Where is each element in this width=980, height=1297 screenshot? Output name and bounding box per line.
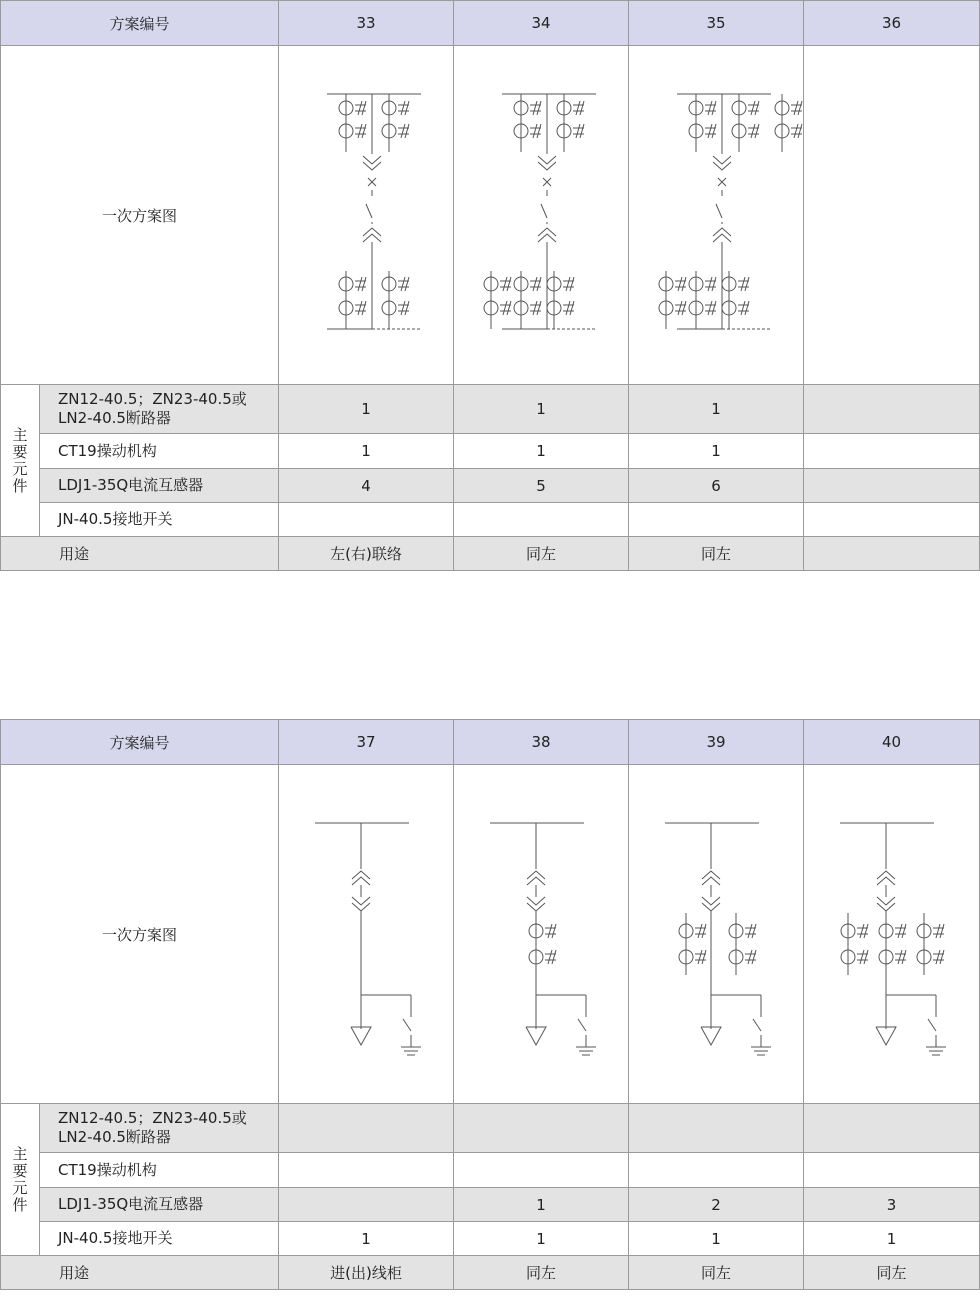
ct-mark bbox=[405, 277, 409, 291]
plug-contact bbox=[702, 903, 720, 911]
ct-mark bbox=[401, 277, 405, 291]
component-value: 4 bbox=[279, 469, 454, 503]
component-value: 1 bbox=[454, 1188, 629, 1222]
ct-mark bbox=[362, 101, 366, 115]
ct-mark bbox=[741, 301, 745, 315]
ct-mark bbox=[936, 924, 940, 938]
single-line-diagram bbox=[279, 765, 454, 1103]
ct-mark bbox=[794, 124, 798, 138]
ct-mark bbox=[580, 124, 584, 138]
ct-mark bbox=[678, 301, 682, 315]
component-value bbox=[279, 503, 454, 537]
component-value: 1 bbox=[454, 434, 629, 469]
ground-triangle bbox=[701, 1027, 721, 1045]
single-line-diagram bbox=[804, 765, 979, 1103]
plug-contact bbox=[702, 897, 720, 905]
plug-contact bbox=[527, 871, 545, 879]
component-name: LDJ1-35Q电流互感器 bbox=[40, 1188, 279, 1222]
ct-mark bbox=[708, 101, 712, 115]
ct-mark bbox=[533, 124, 537, 138]
ct-mark bbox=[752, 950, 756, 964]
component-value bbox=[454, 1104, 629, 1153]
component-value bbox=[804, 1153, 980, 1188]
usage-value: 同左 bbox=[454, 1256, 629, 1290]
plug-contact bbox=[352, 897, 370, 905]
ct-mark bbox=[507, 277, 511, 291]
ct-mark bbox=[548, 924, 552, 938]
ct-mark bbox=[537, 277, 541, 291]
ct-mark bbox=[712, 101, 716, 115]
component-name: JN-40.5接地开关 bbox=[40, 503, 279, 537]
ct-mark bbox=[751, 124, 755, 138]
ct-mark bbox=[570, 301, 574, 315]
component-value bbox=[804, 434, 980, 469]
component-name-line: LN2-40.5断路器 bbox=[58, 1128, 171, 1146]
component-value bbox=[454, 503, 629, 537]
component-name: JN-40.5接地开关 bbox=[40, 1222, 279, 1256]
plug-contact bbox=[538, 228, 556, 236]
ct-mark bbox=[745, 277, 749, 291]
component-value: 1 bbox=[454, 385, 629, 434]
plug-contact bbox=[877, 871, 895, 879]
component-value: 1 bbox=[279, 434, 454, 469]
ct-mark bbox=[358, 277, 362, 291]
ct-mark bbox=[537, 124, 541, 138]
component-value bbox=[804, 469, 980, 503]
usage-value: 同左 bbox=[804, 1256, 980, 1290]
ct-mark bbox=[748, 950, 752, 964]
scheme-number: 37 bbox=[279, 720, 454, 765]
ct-mark bbox=[940, 950, 944, 964]
ct-mark bbox=[405, 124, 409, 138]
component-value bbox=[629, 1104, 804, 1153]
component-value bbox=[629, 503, 804, 537]
plug-contact bbox=[363, 156, 381, 164]
plug-contact bbox=[538, 162, 556, 170]
group-label-text: 主 要 元 件 bbox=[12, 425, 28, 495]
plug-contact bbox=[527, 903, 545, 911]
single-line-diagram bbox=[629, 46, 804, 384]
ct-mark bbox=[902, 950, 906, 964]
diagram-cell bbox=[454, 46, 629, 385]
group-label bbox=[1, 385, 40, 537]
plug-contact bbox=[877, 897, 895, 905]
plug-contact bbox=[877, 877, 895, 885]
ct-mark bbox=[401, 124, 405, 138]
earth-switch-blade bbox=[403, 1019, 411, 1031]
diagram-cell bbox=[279, 765, 454, 1104]
single-line-diagram bbox=[629, 765, 804, 1103]
component-name-line: ZN12-40.5；ZN23-40.5或 bbox=[58, 1109, 247, 1127]
ct-mark bbox=[698, 924, 702, 938]
ct-mark bbox=[405, 301, 409, 315]
ct-mark bbox=[503, 301, 507, 315]
component-value bbox=[279, 1153, 454, 1188]
ct-mark bbox=[864, 924, 868, 938]
ct-mark bbox=[748, 924, 752, 938]
diagram-cell bbox=[454, 765, 629, 1104]
ct-mark bbox=[864, 950, 868, 964]
plug-contact bbox=[702, 871, 720, 879]
scheme-table-2 bbox=[0, 719, 980, 1290]
component-value: 1 bbox=[279, 1222, 454, 1256]
ct-mark bbox=[751, 101, 755, 115]
component-value: 1 bbox=[629, 385, 804, 434]
ct-mark bbox=[533, 101, 537, 115]
usage-value: 同左 bbox=[629, 537, 804, 571]
ct-mark bbox=[755, 124, 759, 138]
ct-mark bbox=[537, 101, 541, 115]
ct-mark bbox=[708, 301, 712, 315]
component-value bbox=[279, 1104, 454, 1153]
ct-mark bbox=[362, 301, 366, 315]
ground-triangle bbox=[351, 1027, 371, 1045]
diagram-cell bbox=[629, 46, 804, 385]
ct-mark bbox=[362, 124, 366, 138]
usage-value: 同左 bbox=[629, 1256, 804, 1290]
plug-contact bbox=[538, 234, 556, 242]
plug-contact bbox=[538, 156, 556, 164]
component-name bbox=[40, 1104, 279, 1153]
component-value bbox=[454, 1153, 629, 1188]
plug-contact bbox=[713, 228, 731, 236]
plug-contact bbox=[713, 234, 731, 242]
component-value: 3 bbox=[804, 1188, 980, 1222]
group-label-text: 主 要 元 件 bbox=[12, 1144, 28, 1214]
ct-mark bbox=[708, 124, 712, 138]
scheme-table-1 bbox=[0, 0, 980, 571]
component-value bbox=[279, 1188, 454, 1222]
ct-mark bbox=[503, 277, 507, 291]
ct-mark bbox=[533, 277, 537, 291]
component-value: 2 bbox=[629, 1188, 804, 1222]
component-value: 1 bbox=[279, 385, 454, 434]
single-line-diagram bbox=[804, 46, 979, 384]
diagram-cell bbox=[804, 765, 980, 1104]
component-name-line: ZN12-40.5；ZN23-40.5或 bbox=[58, 390, 247, 408]
ct-mark bbox=[358, 101, 362, 115]
component-value: 5 bbox=[454, 469, 629, 503]
plug-contact bbox=[713, 162, 731, 170]
earth-switch-blade bbox=[753, 1019, 761, 1031]
ct-mark bbox=[682, 301, 686, 315]
ct-mark bbox=[566, 277, 570, 291]
plug-contact bbox=[702, 877, 720, 885]
group-label bbox=[1, 1104, 40, 1256]
ct-mark bbox=[358, 301, 362, 315]
ground-triangle bbox=[876, 1027, 896, 1045]
usage-value: 同左 bbox=[454, 537, 629, 571]
plug-contact bbox=[352, 871, 370, 879]
ct-mark bbox=[548, 950, 552, 964]
ct-mark bbox=[405, 101, 409, 115]
plug-contact bbox=[527, 897, 545, 905]
plug-contact bbox=[713, 156, 731, 164]
plug-contact bbox=[363, 162, 381, 170]
scheme-number: 38 bbox=[454, 720, 629, 765]
ct-mark bbox=[712, 124, 716, 138]
header-label: 方案编号 bbox=[1, 720, 279, 765]
ct-mark bbox=[580, 101, 584, 115]
component-value bbox=[804, 385, 980, 434]
component-value: 1 bbox=[629, 434, 804, 469]
usage-label: 用途 bbox=[1, 537, 279, 571]
earth-switch-blade bbox=[578, 1019, 586, 1031]
ct-mark bbox=[936, 950, 940, 964]
component-value bbox=[804, 1104, 980, 1153]
usage-value: 进(出)线柜 bbox=[279, 1256, 454, 1290]
header-label: 方案编号 bbox=[1, 1, 279, 46]
component-value: 1 bbox=[454, 1222, 629, 1256]
ct-mark bbox=[570, 277, 574, 291]
component-value: 1 bbox=[629, 1222, 804, 1256]
ct-mark bbox=[678, 277, 682, 291]
ct-mark bbox=[860, 924, 864, 938]
ct-mark bbox=[794, 101, 798, 115]
ct-mark bbox=[358, 124, 362, 138]
usage-value bbox=[804, 537, 980, 571]
scheme-number: 40 bbox=[804, 720, 980, 765]
ct-mark bbox=[798, 101, 802, 115]
single-line-diagram bbox=[454, 46, 629, 384]
ct-mark bbox=[860, 950, 864, 964]
ct-mark bbox=[940, 924, 944, 938]
plug-contact bbox=[352, 903, 370, 911]
ct-mark bbox=[741, 277, 745, 291]
ct-mark bbox=[682, 277, 686, 291]
diagram-cell bbox=[279, 46, 454, 385]
component-name: CT19操动机构 bbox=[40, 434, 279, 469]
ct-mark bbox=[507, 301, 511, 315]
ct-mark bbox=[902, 924, 906, 938]
diagram-label: 一次方案图 bbox=[1, 46, 279, 385]
plug-contact bbox=[527, 877, 545, 885]
ct-mark bbox=[552, 950, 556, 964]
ct-mark bbox=[752, 924, 756, 938]
ct-mark bbox=[576, 124, 580, 138]
scheme-number: 34 bbox=[454, 1, 629, 46]
ct-mark bbox=[898, 924, 902, 938]
ct-mark bbox=[401, 301, 405, 315]
ct-mark bbox=[533, 301, 537, 315]
single-line-diagram bbox=[454, 765, 629, 1103]
component-value bbox=[629, 1153, 804, 1188]
single-line-diagram bbox=[279, 46, 454, 384]
plug-contact bbox=[363, 234, 381, 242]
component-name bbox=[40, 385, 279, 434]
ct-mark bbox=[702, 924, 706, 938]
breaker-blade bbox=[366, 204, 372, 218]
ct-mark bbox=[712, 277, 716, 291]
component-name-line: LN2-40.5断路器 bbox=[58, 409, 171, 427]
ct-mark bbox=[576, 101, 580, 115]
ct-mark bbox=[698, 950, 702, 964]
diagram-cell bbox=[804, 46, 980, 385]
ct-mark bbox=[566, 301, 570, 315]
diagram-label: 一次方案图 bbox=[1, 765, 279, 1104]
ct-mark bbox=[362, 277, 366, 291]
ct-mark bbox=[798, 124, 802, 138]
plug-contact bbox=[363, 228, 381, 236]
usage-value: 左(右)联络 bbox=[279, 537, 454, 571]
component-value: 6 bbox=[629, 469, 804, 503]
scheme-number: 35 bbox=[629, 1, 804, 46]
breaker-blade bbox=[716, 204, 722, 218]
scheme-number: 36 bbox=[804, 1, 980, 46]
ct-mark bbox=[552, 924, 556, 938]
ct-mark bbox=[755, 101, 759, 115]
component-value: 1 bbox=[804, 1222, 980, 1256]
ground-triangle bbox=[526, 1027, 546, 1045]
earth-switch-blade bbox=[928, 1019, 936, 1031]
plug-contact bbox=[352, 877, 370, 885]
component-name: LDJ1-35Q电流互感器 bbox=[40, 469, 279, 503]
ct-mark bbox=[898, 950, 902, 964]
ct-mark bbox=[537, 301, 541, 315]
plug-contact bbox=[877, 903, 895, 911]
diagram-cell bbox=[629, 765, 804, 1104]
component-name: CT19操动机构 bbox=[40, 1153, 279, 1188]
ct-mark bbox=[712, 301, 716, 315]
ct-mark bbox=[401, 101, 405, 115]
usage-label: 用途 bbox=[1, 1256, 279, 1290]
ct-mark bbox=[702, 950, 706, 964]
scheme-number: 33 bbox=[279, 1, 454, 46]
breaker-blade bbox=[541, 204, 547, 218]
ct-mark bbox=[745, 301, 749, 315]
ct-mark bbox=[708, 277, 712, 291]
component-value bbox=[804, 503, 980, 537]
scheme-number: 39 bbox=[629, 720, 804, 765]
